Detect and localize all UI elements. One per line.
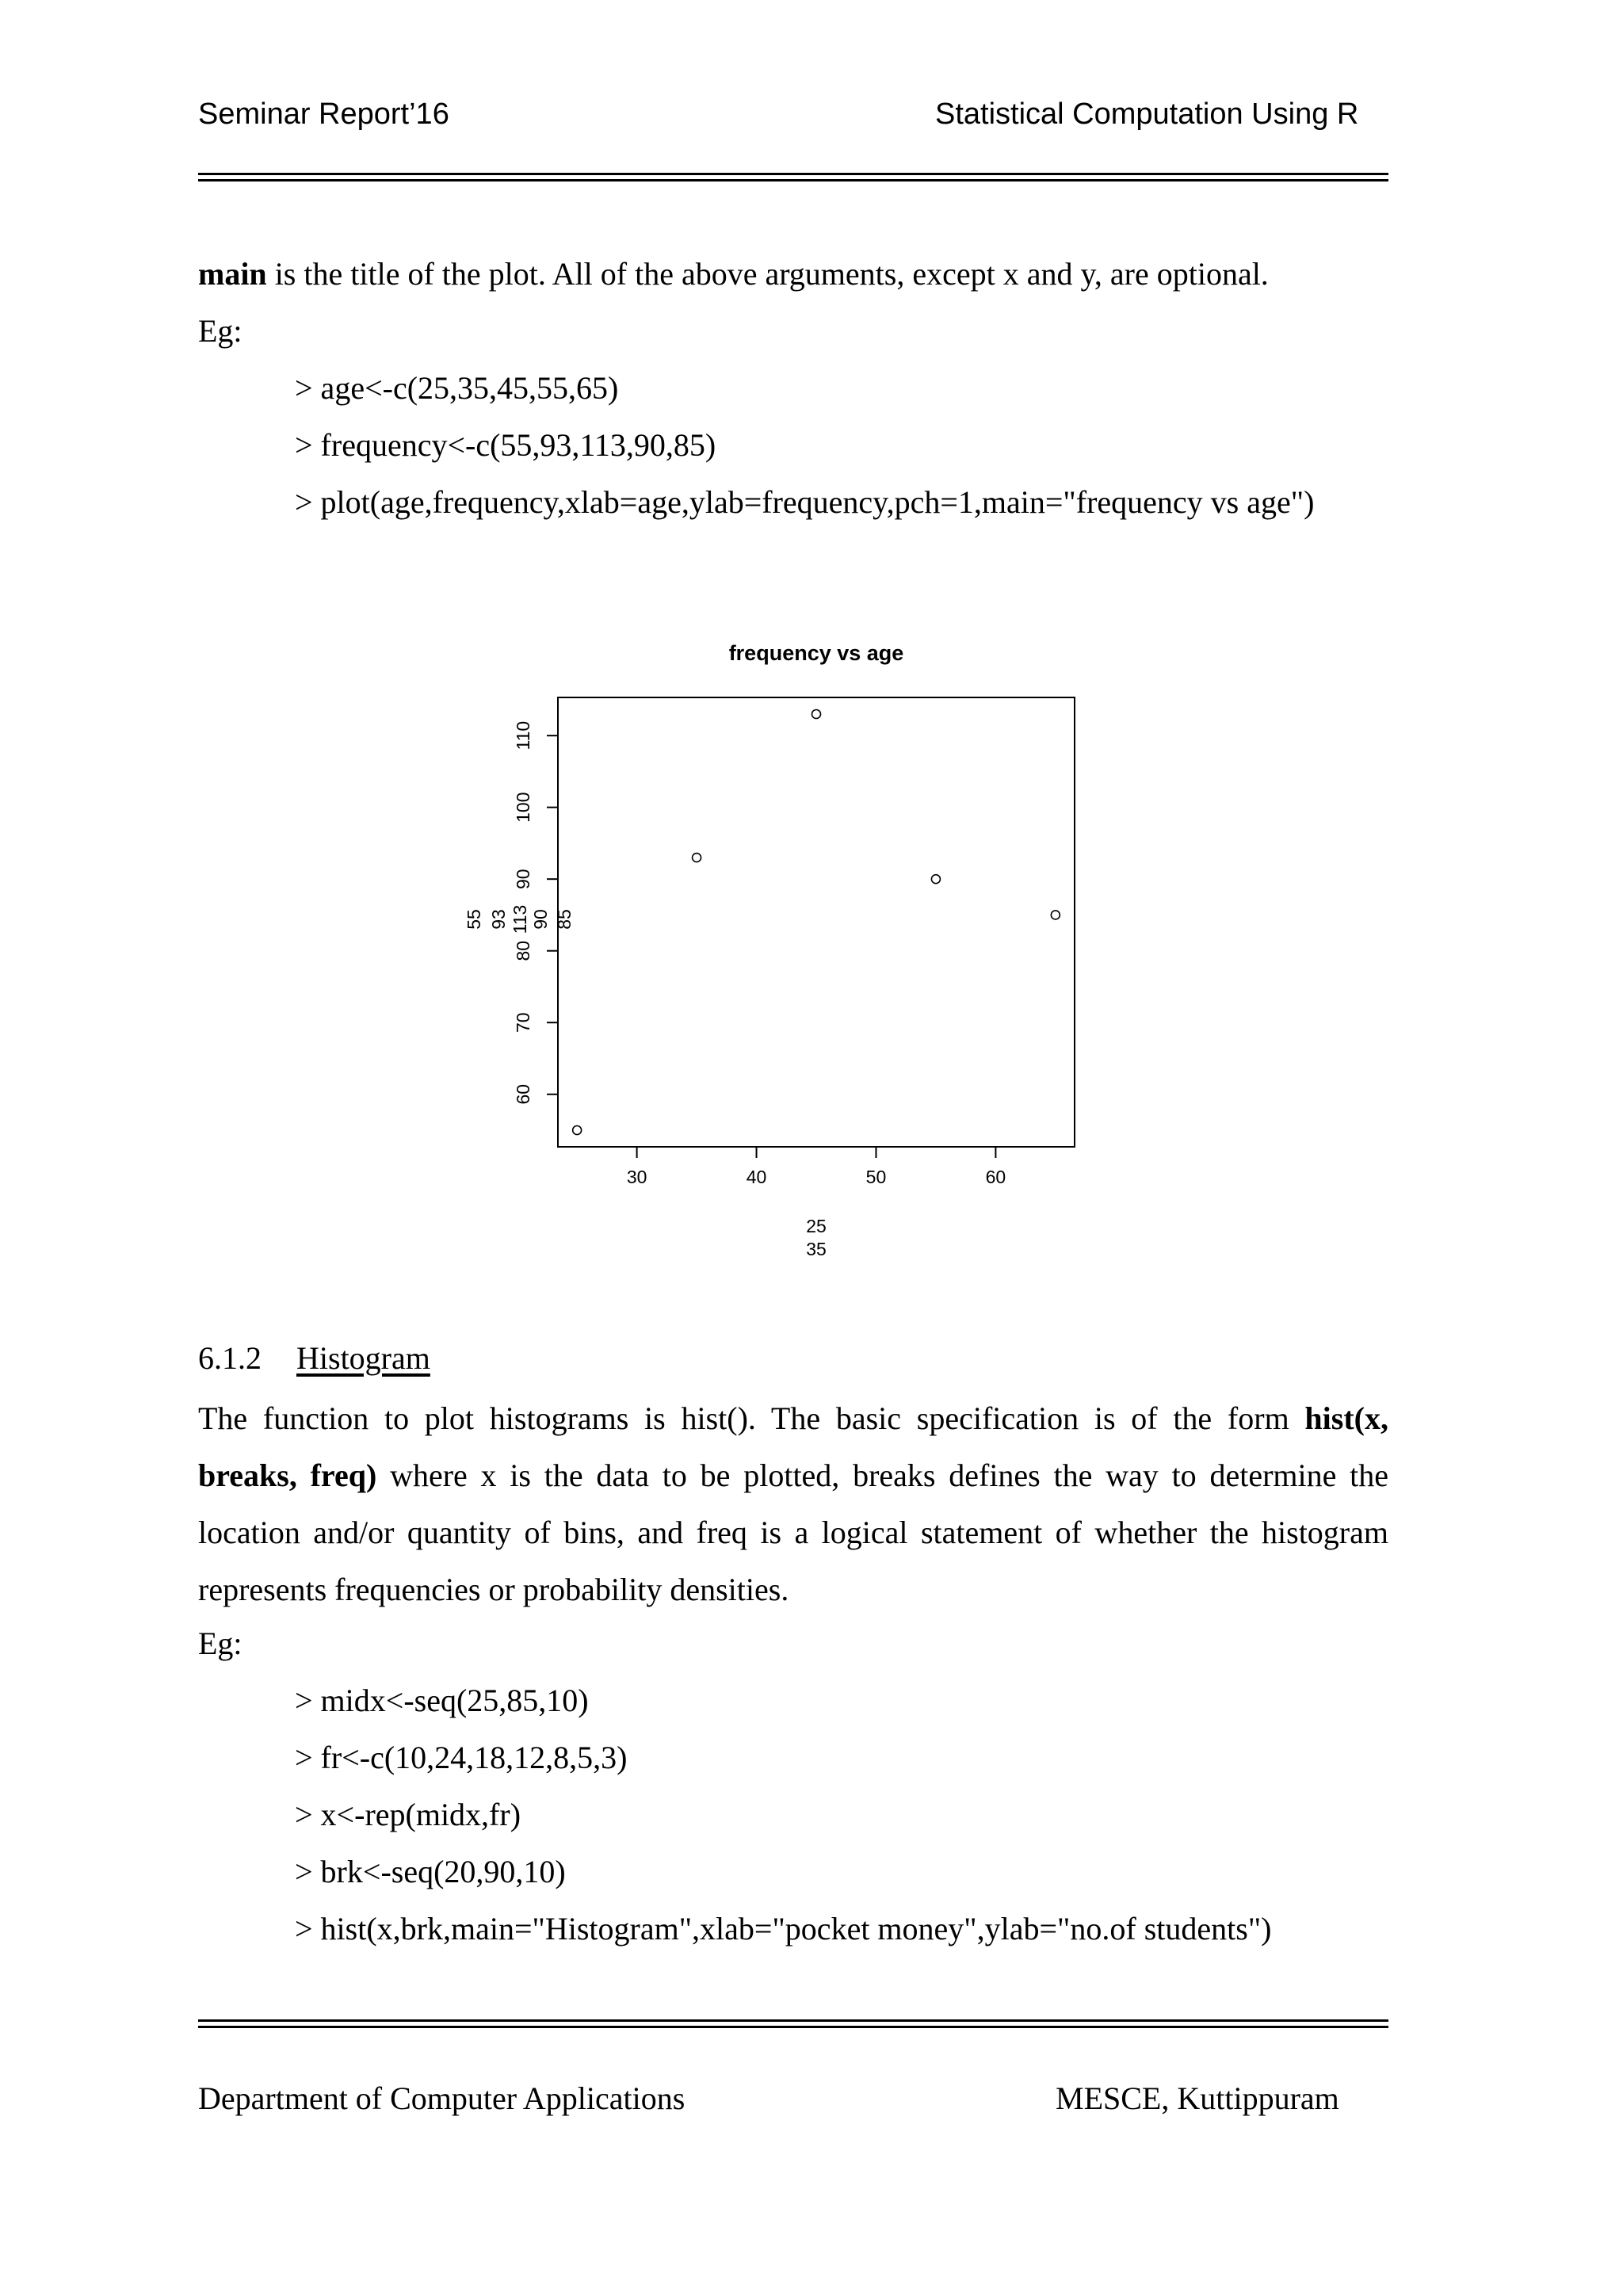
y-axis-label-value: 55 bbox=[464, 909, 484, 930]
histogram-paragraph bbox=[198, 1390, 1388, 1618]
x-tick-label: 50 bbox=[865, 1167, 887, 1187]
paragraph-text: The function to plot histograms is hist(). The basic specification is of the form bbox=[198, 1400, 1305, 1436]
data-point bbox=[573, 1126, 582, 1135]
intro-text: is the title of the plot. All of the above arguments, except x and y, are optional. bbox=[266, 256, 1269, 292]
data-point bbox=[1051, 911, 1060, 919]
paragraph-text: where x is the data to be plotted, breaks defines the way to determine the bbox=[376, 1457, 1389, 1493]
y-tick-label: 100 bbox=[513, 792, 533, 823]
code-line: > hist(x,brk,main="Histogram",xlab="pocket money",ylab="no.of students") bbox=[295, 1911, 1272, 1946]
main-keyword: main bbox=[198, 256, 267, 292]
x-tick-label: 60 bbox=[985, 1167, 1006, 1187]
footer-rule bbox=[198, 2019, 1388, 2028]
paragraph-line: location and/or quantity of bins, and freq is a logical statement of whether the histogram bbox=[198, 1515, 1388, 1550]
chart-title: frequency vs age bbox=[728, 641, 904, 665]
paragraph-line: represents frequencies or probability densities. bbox=[198, 1572, 789, 1607]
code-line: > midx<-seq(25,85,10) bbox=[295, 1683, 589, 1718]
eg-label: Eg: bbox=[198, 1626, 242, 1661]
code-line: > fr<-c(10,24,18,12,8,5,3) bbox=[295, 1740, 628, 1775]
y-axis-label-value: 113 bbox=[510, 904, 530, 934]
scatter-plot bbox=[444, 626, 1094, 1276]
data-point bbox=[812, 710, 821, 719]
footer-left: Department of Computer Applications bbox=[198, 2080, 685, 2116]
y-tick-label: 110 bbox=[513, 720, 533, 751]
section-number: 6.1.2 bbox=[198, 1340, 262, 1376]
plot-frame bbox=[558, 697, 1075, 1147]
y-axis-label-value: 90 bbox=[530, 909, 551, 930]
paragraph-line bbox=[198, 1447, 1388, 1504]
code-line: > age<-c(25,35,45,55,65) bbox=[295, 370, 619, 406]
x-axis bbox=[627, 1147, 1006, 1187]
x-tick-label: 40 bbox=[746, 1167, 767, 1187]
x-axis-label-value: 35 bbox=[806, 1239, 827, 1259]
x-tick-label: 30 bbox=[626, 1167, 647, 1187]
hist-signature: hist(x, bbox=[1304, 1400, 1388, 1436]
x-axis-label bbox=[806, 1216, 827, 1259]
code-line: > x<-rep(midx,fr) bbox=[295, 1797, 521, 1832]
intro-line bbox=[198, 254, 1269, 295]
data-point bbox=[693, 854, 701, 862]
data-points bbox=[573, 710, 1060, 1135]
header-rule bbox=[198, 173, 1388, 181]
y-axis-label-value: 85 bbox=[554, 909, 575, 930]
y-tick-label: 90 bbox=[513, 869, 533, 889]
section-title: Histogram bbox=[296, 1340, 430, 1376]
y-tick-label: 80 bbox=[513, 940, 533, 961]
header-right: Statistical Computation Using R bbox=[935, 97, 1359, 131]
y-tick-label: 60 bbox=[513, 1083, 533, 1105]
code-line: > frequency<-c(55,93,113,90,85) bbox=[295, 427, 716, 463]
paragraph-line bbox=[198, 1390, 1388, 1447]
data-point bbox=[931, 875, 940, 884]
code-line: > brk<-seq(20,90,10) bbox=[295, 1854, 566, 1889]
footer-right: MESCE, Kuttippuram bbox=[1056, 2080, 1339, 2116]
eg-label: Eg: bbox=[198, 313, 242, 349]
header-left: Seminar Report’16 bbox=[198, 97, 449, 131]
y-tick-label: 70 bbox=[513, 1012, 533, 1033]
x-axis-label-value: 25 bbox=[806, 1216, 827, 1236]
y-axis-label-value: 93 bbox=[488, 909, 509, 930]
hist-signature-cont: breaks, freq) bbox=[198, 1457, 377, 1493]
code-line: > plot(age,frequency,xlab=age,ylab=frequency,pch=1,main="frequency vs age") bbox=[295, 484, 1315, 520]
